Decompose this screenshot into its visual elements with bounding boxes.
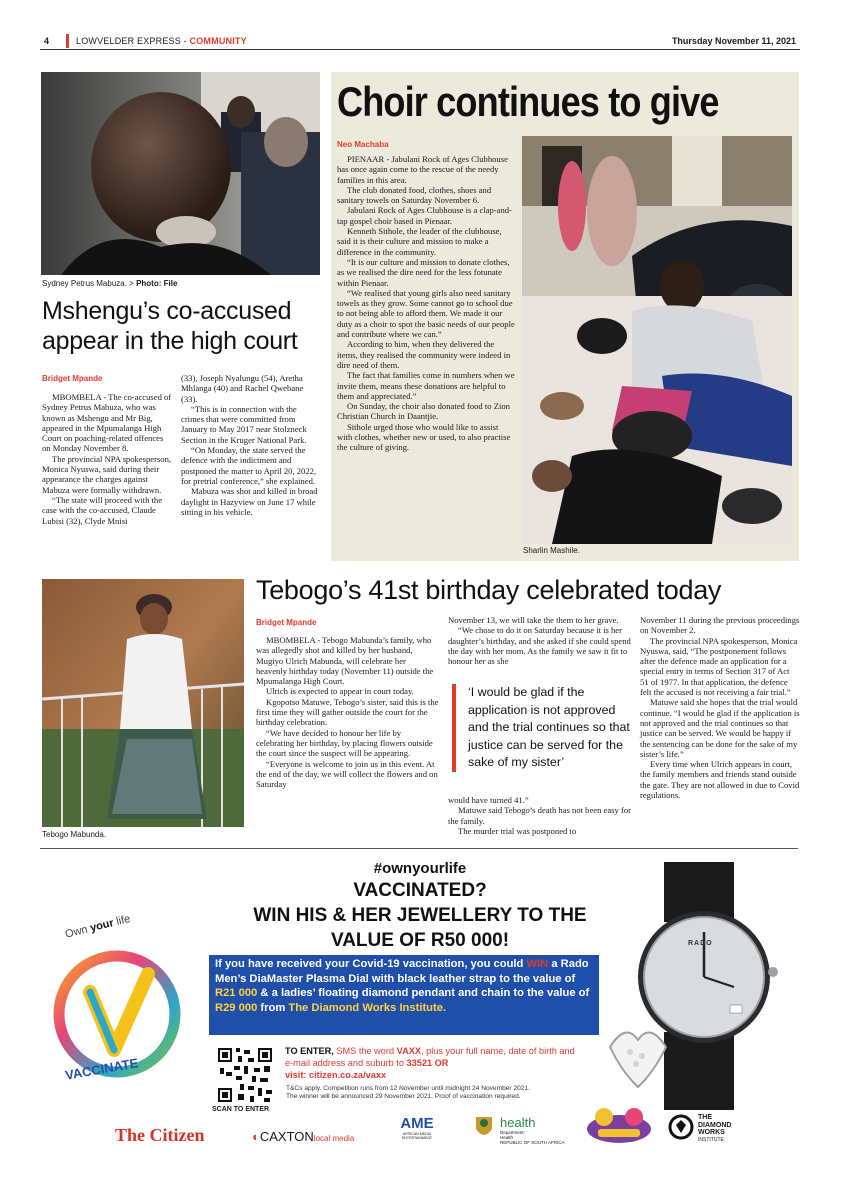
badge-word: VACCINATE (64, 1055, 140, 1083)
ad-divider (40, 848, 798, 849)
ame-mark: AME (400, 1115, 434, 1132)
paragraph: Sithole urged those who would like to assist with clothes, whether new or used, to also practise the culture of giving. (337, 421, 511, 453)
mabuza-column-1 (42, 392, 174, 526)
prize-description-box (209, 955, 599, 1035)
badge-life: life (112, 912, 132, 929)
paragraph: “This is in connection with the crimes that were committed from January to May 2017 near Stolzneck Section in the Kruger National Park. (181, 403, 307, 445)
paragraph: Matuwe said she hopes that the trial would continue. “I would be glad if the application is not approved and the trial continues so that justice can be served. We would be happy if the sentencing can be done for the sake of my sister’s life.” (640, 697, 800, 759)
tebogo-column-2-top (448, 615, 632, 666)
paragraph: The murder trial was postponed to (458, 825, 577, 836)
prize-value-ladies: R29 000 (215, 1001, 258, 1014)
prize-text: a Rado Men’s DiaMaster Plasma Dial with black leather strap to the value of (215, 958, 589, 985)
paragraph: (33), Joseph Nyalungu (54), Aretha Mhlanga (40) and Rachel Qwebane (33). (181, 373, 304, 404)
paragraph: According to him, when they delivered the items, they realised the community were indeed in dire need of them. (337, 339, 511, 370)
health-sub3: REPUBLIC OF SOUTH AFRICA (500, 1140, 565, 1145)
ad-headline-1: VACCINATED? (353, 880, 487, 901)
paragraph: “We have decided to honour her life by celebrating her birthday, by placing flowers outside the court since the suspect will be appearing. (256, 727, 433, 759)
enter-keyword: VAXX (396, 1046, 421, 1056)
prize-value-men: R21 000 (215, 987, 258, 1000)
paragraph: Jabulani Rock of Ages Clubhouse is a clap-and-tap gospel choir based in Pienaar. (337, 205, 512, 226)
diamond-works-logo-icon (668, 1114, 694, 1140)
mabuza-photo (41, 72, 320, 275)
enter-url[interactable]: visit: citizen.co.za/vaxx (285, 1069, 387, 1080)
paragraph: Matuwe said Tebogo’s death has not been easy for the family. (448, 805, 631, 826)
prize-win: WIN (526, 958, 549, 970)
choir-photo (522, 136, 792, 544)
tcs-line: The winner will be announced 29 November 2021. Proof of vaccination required. (286, 1093, 521, 1101)
the-citizen-logo: The Citizen (115, 1125, 205, 1145)
tebogo-byline: Bridget Mpande (256, 618, 317, 627)
prize-sponsor: The Diamond Works Institute. (288, 1001, 447, 1014)
choir-byline: Neo Machaba (337, 140, 389, 149)
paragraph: Every time when Ulrich appears in court, the family members and friends stand outside the gate. They are not allowed in due to Covid regulations. (640, 759, 800, 801)
publication-name (76, 36, 247, 46)
paragraph: would have turned 41.” (448, 795, 529, 805)
dw-line4: INSTITUTE (698, 1136, 724, 1143)
paragraph: On Sunday, the choir also donated food to Zion Christian Church in Daantjie. (337, 401, 510, 422)
mabuza-headline: Mshengu’s co-accused appear in the high court (42, 297, 298, 355)
paragraph: The provincial NPA spokesperson, Monica Nyuswa, said, “The postponement follows after the defence made an application for a special entry in terms of Section 317 of Act 51 of 1977. In that application, the defence felt the accused is not receiving a fair trial.” (640, 635, 798, 698)
dw-line1: THE (698, 1114, 712, 1121)
caption-text: Sydney Petrus Mabuza. > (42, 279, 137, 288)
paragraph: “We chose to do it on Saturday because it is her daughter’s birthday, and she asked if she could spend the day with her mom. As the family we saw it fit to honour her as she (448, 625, 631, 667)
watch-brand: RADO (688, 940, 713, 947)
caxton-main: CAXTON (259, 1129, 314, 1144)
tebogo-column-1 (256, 635, 439, 789)
prize-text: & a ladies’ floating diamond pendant and chain to the value of (257, 987, 590, 1000)
paragraph: “It is our culture and mission to donate clothes, as we realised the dire need for the less fotunate within Pienaar. (337, 256, 510, 288)
rado-watch-image (604, 862, 800, 1110)
section-name: COMMUNITY (189, 36, 247, 46)
ad-headline-3: VALUE OF R50 000! (330, 930, 510, 951)
ad-headline-2: WIN HIS & HER JEWELLERY TO THE (253, 905, 587, 926)
competition-mascot-icon (584, 1105, 654, 1147)
ame-sub: AFRICAN MEDIA ENTERTAINMENT (401, 1132, 433, 1140)
diamond-works-logo (698, 1114, 731, 1144)
mabuza-column-2 (181, 373, 321, 517)
paragraph: The fact that families come in numbers when we invite them, means these donations are helpful to them and appreciated.” (337, 370, 515, 401)
enter-number: 33521 OR (406, 1057, 449, 1068)
paragraph: November 13, we will take the them to her grave. (448, 615, 619, 625)
paragraph: “We realised that young girls also need sanitary towels as they grow. Some cannot go to school due to not being able to afford them. We made it our duty as a choir to spot the basic needs of our people and contribute where we can.” (337, 287, 515, 340)
tebogo-column-3 (640, 615, 800, 800)
badge-your: your (88, 917, 115, 935)
paragraph: The provincial NPA spokesperson, Monica Nyuswa, said during their appearance the charges against Mabuza were formally withdrawn. (42, 453, 172, 495)
enter-sms: SMS the word (336, 1046, 397, 1056)
tebogo-column-2-bottom (448, 795, 632, 836)
tebogo-photo (42, 579, 244, 827)
caxton-logo: ◐CAXTONlocal media (252, 1129, 355, 1144)
photo-credit: Photo: File (136, 279, 178, 288)
paragraph: November 11 during the previous proceedings on November 2. (640, 615, 800, 636)
health-sub2: Health (500, 1135, 514, 1140)
entry-instructions (285, 1046, 585, 1081)
paragraph: Kenneth Sithole, the leader of the clubhouse, said it is their culture and mission to make a difference in the community. (337, 226, 502, 257)
caxton-sub: local media (313, 1134, 355, 1143)
pull-quote: ‘I would be glad if the application is not approved and the trial continues so that justice can be served for the sake of my sister’ (452, 684, 634, 772)
issue-date: Thursday November 11, 2021 (671, 36, 796, 46)
health-sub1: Department: (500, 1130, 525, 1135)
choir-headline: Choir continues to give (337, 78, 719, 125)
page-number: 4 (44, 36, 50, 46)
scan-label: SCAN TO ENTER (212, 1106, 270, 1113)
ame-logo (392, 1115, 442, 1140)
health-word: health (500, 1115, 536, 1130)
dw-line2: DIAMOND (698, 1121, 732, 1129)
paragraph: “The state will proceed with the case with the co-accused, Claude Lubisi (32), Clyde Mnisi (42, 494, 163, 526)
choir-column (337, 154, 515, 453)
paragraph: “Everyone is welcome to join us in this event. At the end of the day, we will collect the flowers and on Saturday (256, 758, 438, 790)
paragraph: “On Monday, the state served the defence with the indictment and postponed the matter to April 20, 2022, for pretrial conference,” she explained. (181, 445, 317, 486)
terms-and-conditions (286, 1085, 606, 1102)
mabuza-byline: Bridget Mpande (42, 374, 103, 383)
publication-label: LOWVELDER EXPRESS - (76, 36, 190, 46)
tcs-line: T&Cs apply. Competition runs from 12 November until midnight 24 November 2021. (286, 1085, 530, 1092)
prize-text: from (257, 1001, 289, 1014)
enter-label: TO ENTER, (285, 1046, 337, 1056)
paragraph: PIENAAR - Jabulani Rock of Ages Clubhouse has once again come to the rescue of the needy families in this area. (337, 154, 508, 185)
badge-own: Own (64, 922, 92, 941)
coat-of-arms-icon (472, 1113, 496, 1143)
paragraph: MBOMBELA - Tebogo Mabunda’s family, who was allegedly shot and killed by her husband, Mugiyo Ulrich Mabunda, will celebrate her heavenly birthday today (November 11) outside the Mpumalanga High Court. (256, 635, 434, 687)
masthead-accent-bar (66, 34, 69, 48)
dw-line3: WORKS (698, 1129, 725, 1136)
masthead (40, 34, 800, 50)
tebogo-headline: Tebogo’s 41st birthday celebrated today (256, 575, 722, 605)
qr-code[interactable] (216, 1046, 274, 1104)
prize-text: If you have received your Covid-19 vaccination, you could (215, 958, 527, 970)
health-dept-logo (500, 1115, 580, 1145)
paragraph: MBOMBELA - The co-accused of Sydney Petrus Mabuza, who was known as Mshengu and Mr Big, appeared in the Mpumalanga High Court on poaching-related offences on Monday November 8. (42, 392, 172, 454)
paragraph: Mabuza was shot and killed in broad daylight in Hazyview on June 17 while sitting in his vehicle. (181, 486, 318, 517)
paragraph: Kgopotso Matuwe, Tebogo’s sister, said this is the first time they will gather outside the court for the birthday celebration. (256, 696, 439, 728)
paragraph: Ulrich is expected to appear in court today. (266, 686, 414, 697)
mabuza-photo-caption (42, 279, 322, 288)
ad-hashtag: #ownyourlife (373, 860, 467, 877)
choir-photo-caption: Sharlin Mashile. (523, 546, 580, 555)
enter-rest: , plus your full name, date of birth and e-mail address and suburb to (285, 1046, 575, 1068)
paragraph: The club donated food, clothes, shoes and sanitary towels on Saturday November 6. (337, 184, 492, 206)
tebogo-photo-caption: Tebogo Mabunda. (42, 830, 107, 839)
